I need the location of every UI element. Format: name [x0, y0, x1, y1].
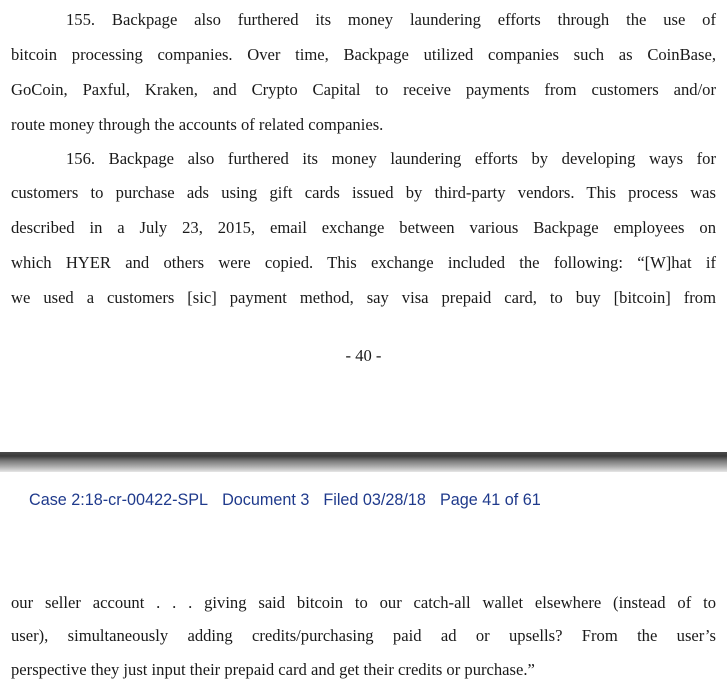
- continued-line-3: perspective they just input their prepaid card and get their credits or purchase.”: [11, 660, 535, 679]
- para-156-line-3: described in a July 23, 2015, email exchange between various Backpage employees on: [11, 218, 716, 237]
- page-of: Page 41 of 61: [439, 491, 541, 509]
- para-155-line-3: GoCoin, Paxful, Kraken, and Crypto Capital to receive payments from customers and/or: [11, 80, 716, 99]
- ecf-header: [29, 491, 555, 510]
- filed-date: Filed 03/28/18: [323, 491, 426, 509]
- continued-line-1: our seller account . . . giving said bitcoin to our catch-all wallet elsewhere (instead of to: [11, 593, 716, 612]
- para-155-line-2: bitcoin processing companies. Over time, Backpage utilized companies such as CoinBase,: [11, 45, 716, 64]
- page-number: - 40 -: [345, 346, 382, 365]
- case-number: Case 2:18-cr-00422-SPL: [29, 491, 209, 509]
- para-155-line-4: route money through the accounts of related companies.: [11, 115, 384, 134]
- para-156-line-5: we used a customers [sic] payment method, say visa prepaid card, to buy [bitcoin] from: [11, 288, 716, 307]
- para-156-line-1: 156. Backpage also furthered its money laundering efforts by developing ways for: [66, 149, 716, 168]
- continued-line-2: user), simultaneously adding credits/purchasing paid ad or upsells? From the user’s: [11, 626, 716, 645]
- para-156-line-2: customers to purchase ads using gift cards issued by third-party vendors. This process was: [11, 183, 716, 202]
- page-break-divider: [0, 452, 727, 472]
- para-156-line-4: which HYER and others were copied. This exchange included the following: “[W]hat if: [11, 253, 716, 272]
- para-155-line-1: 155. Backpage also furthered its money laundering efforts through the use of: [66, 10, 716, 29]
- document-number: Document 3: [222, 491, 310, 509]
